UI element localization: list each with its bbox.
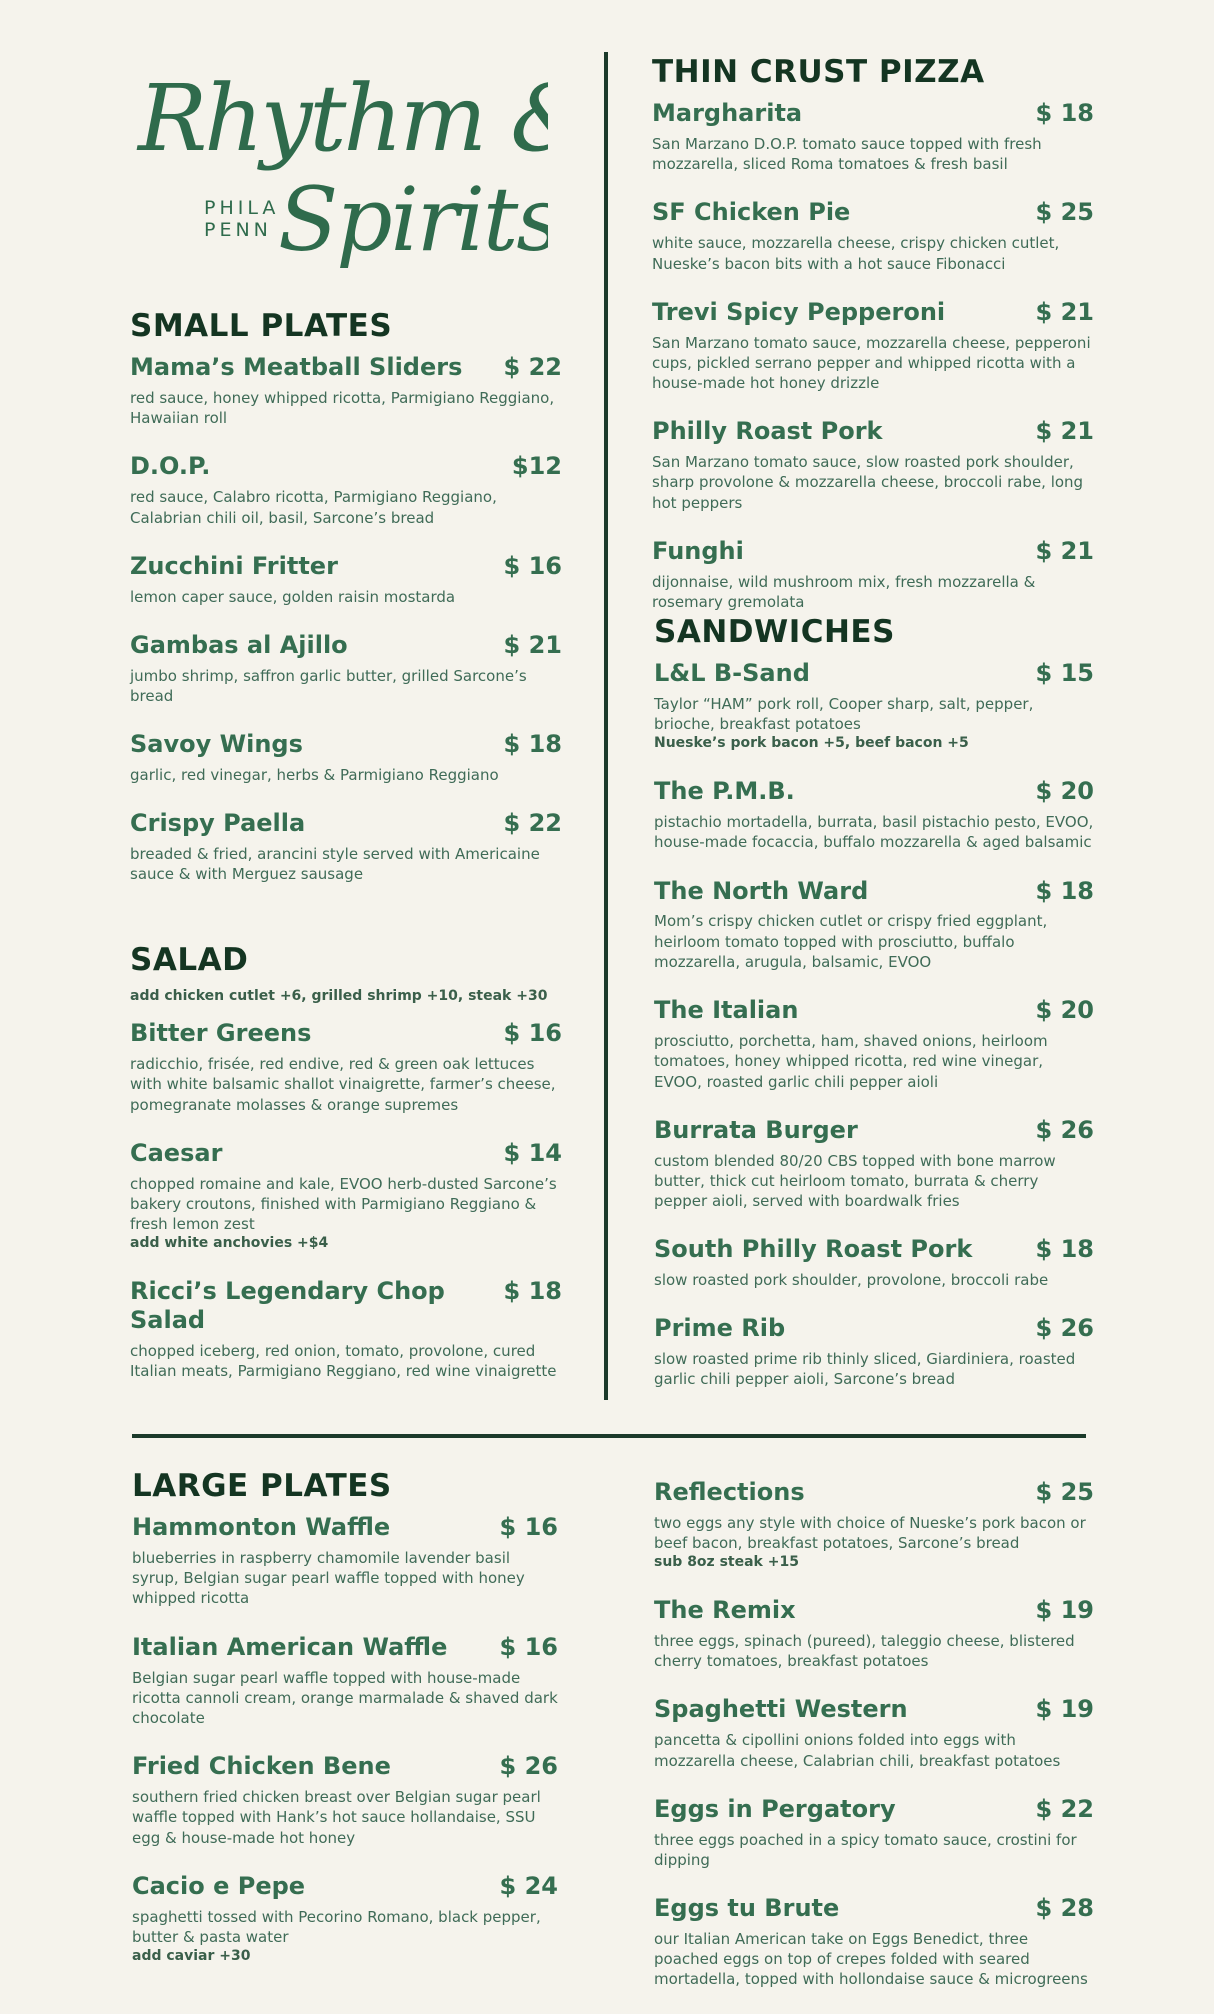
menu-item-price: $ 16 — [499, 1513, 558, 1542]
menu-item-description: red sauce, Calabro ricotta, Parmigiano Reggiano, Calabrian chili oil, basil, Sarcone’s bread — [130, 488, 497, 527]
menu-item-name: Spaghetti Western — [654, 1695, 908, 1724]
menu-item-price: $ 18 — [503, 730, 562, 759]
menu-item-name: Savoy Wings — [130, 730, 303, 759]
menu-item-description: chopped iceberg, red onion, tomato, provolone, cured Italian meats, Parmigiano Reggiano, red wine vinaigrette — [130, 1341, 557, 1381]
restaurant-logo — [128, 62, 548, 287]
menu-item-header — [132, 1872, 558, 1901]
menu-item-name: Hammonton Waffle — [132, 1513, 391, 1542]
menu-item-description: radicchio, frisée, red endive, red & green oak lettuces with white balsamic shallot vinaigrette, farmer’s cheese, pomegranate molasses & orange supremes — [130, 1055, 556, 1114]
menu-item-description: Mom’s crispy chicken cutlet or crispy fried eggplant, heirloom tomato topped with prosciutto, buffalo mozzarella, arugula, balsamic, EVOO — [654, 912, 1048, 971]
menu-item-header — [654, 1695, 1094, 1724]
menu-item-description: chopped romaine and kale, EVOO herb-dusted Sarcone’s bakery croutons, finished with Parmigiano Reggiano & fresh lemon zest — [130, 1174, 557, 1234]
menu-item — [132, 1633, 558, 1729]
menu-item-price: $ 26 — [1035, 1314, 1094, 1343]
menu-item — [132, 1513, 558, 1609]
menu-item-header — [652, 99, 1094, 128]
menu-item-description: garlic, red vinegar, herbs & Parmigiano Reggiano — [130, 765, 499, 784]
menu-item — [654, 1596, 1094, 1671]
menu-item-name: Reflections — [654, 1478, 805, 1506]
menu-item-price: $ 21 — [1035, 417, 1094, 446]
section-title: SMALL PLATES — [130, 308, 393, 344]
menu-item-header — [654, 1478, 1094, 1507]
menu-item-name: The P.M.B. — [654, 777, 795, 806]
menu-item-description: three eggs, spinach (pureed), taleggio cheese, blistered cherry tomatoes, breakfast potatoes — [654, 1631, 1075, 1671]
menu-item-description: slow roasted pork shoulder, provolone, broccoli rabe — [654, 1271, 1049, 1290]
menu-item — [654, 1116, 1094, 1212]
menu-item-header — [132, 1752, 558, 1781]
menu-item-description: two eggs any style with choice of Nueske’s pork bacon or beef bacon, breakfast potatoes, Sarcone’s bread — [654, 1513, 1086, 1553]
menu-item-name: D.O.P. — [130, 452, 211, 481]
menu-item-addon: add white anchovies +$4 — [130, 1235, 329, 1252]
menu-item-price: $ 26 — [499, 1752, 558, 1781]
menu-item-name: Gambas al Ajillo — [130, 630, 348, 659]
menu-item-description: pistachio mortadella, burrata, basil pistachio pesto, EVOO, house-made focaccia, buffalo mozzarella & aged balsamic — [654, 813, 1094, 852]
menu-item — [652, 298, 1094, 394]
section-title: LARGE PLATES — [132, 1468, 392, 1504]
menu-item-price: $ 19 — [1035, 1695, 1094, 1724]
menu-item-name: Funghi — [652, 536, 744, 565]
menu-item-description: San Marzano tomato sauce, slow roasted pork shoulder, sharp provolone & mozzarella cheese, broccoli rabe, long hot peppers — [652, 453, 1084, 512]
menu-item-name: Bitter Greens — [130, 1019, 312, 1048]
menu-item-header — [130, 552, 562, 581]
menu-item-description: slow roasted prime rib thinly sliced, Giardiniera, roasted garlic chili pepper aioli, Sarcone’s bread — [654, 1350, 1076, 1389]
menu-item-price: $ 21 — [1035, 297, 1094, 326]
menu-item — [654, 1235, 1094, 1290]
menu-item-description: jumbo shrimp, saffron garlic butter, grilled Sarcone’s bread — [130, 666, 527, 705]
menu-item-name: Prime Rib — [654, 1314, 786, 1343]
menu-item-description: Taylor “HAM” pork roll, Cooper sharp, salt, pepper, brioche, breakfast potatoes — [654, 694, 1034, 734]
menu-item-price: $ 18 — [1035, 876, 1094, 905]
menu-item-price: $ 15 — [1035, 659, 1094, 688]
section-large-plates — [132, 1468, 558, 1990]
menu-item — [654, 1894, 1094, 1990]
menu-item-name: The Remix — [654, 1596, 796, 1625]
menu-item-name: The Italian — [654, 996, 799, 1025]
menu-item-price: $12 — [511, 452, 562, 481]
menu-item-header — [130, 452, 562, 481]
menu-item-addon: Nueske’s pork bacon +5, beef bacon +5 — [654, 735, 969, 752]
section-title: SANDWICHES — [654, 614, 895, 650]
menu-item — [130, 1019, 562, 1115]
menu-item-name: Fried Chicken Bene — [132, 1752, 391, 1781]
menu-item-header — [652, 537, 1094, 566]
menu-item-price: $ 26 — [1035, 1115, 1094, 1144]
menu-item — [130, 353, 562, 428]
menu-item-header — [132, 1633, 558, 1662]
section-note: add chicken cutlet +6, grilled shrimp +10, steak +30 — [130, 988, 548, 1005]
menu-item-description: blueberries in raspberry chamomile lavender basil syrup, Belgian sugar pearl waffle topped with honey whipped ricotta — [132, 1548, 525, 1608]
menu-item-description: dijonnaise, wild mushroom mix, fresh mozzarella & rosemary gremolata — [652, 572, 1036, 611]
menu-item-price: $ 16 — [503, 551, 562, 580]
menu-item-description: red sauce, honey whipped ricotta, Parmigiano Reggiano, Hawaiian roll — [130, 388, 555, 428]
menu-item-price: $ 24 — [499, 1871, 558, 1900]
menu-item-price: $ 20 — [1035, 777, 1094, 806]
menu-item-name: Ricci’s Legendary Chop Salad — [130, 1277, 445, 1335]
menu-item-description: our Italian American take on Eggs Benedict, three poached eggs on top of crepes folded with seared mortadella, topped with hollondaise sauce & microgreens — [654, 1929, 1088, 1989]
menu-item-name: Philly Roast Pork — [652, 417, 883, 446]
section-title: THIN CRUST PIZZA — [652, 54, 985, 90]
menu-item-header — [654, 1795, 1094, 1824]
menu-item-addon: sub 8oz steak +15 — [654, 1554, 799, 1571]
menu-item — [654, 877, 1094, 973]
menu-item-header — [654, 777, 1094, 806]
section-title: SALAD — [130, 942, 249, 978]
menu-item — [654, 1478, 1094, 1572]
menu-item-header — [654, 1894, 1094, 1923]
menu-item — [654, 996, 1094, 1092]
menu-item — [130, 631, 562, 706]
menu-item-header — [654, 659, 1094, 688]
menu-item-name: Burrata Burger — [654, 1115, 858, 1144]
menu-item-price: $ 22 — [503, 353, 562, 382]
menu-item-price: $ 22 — [1035, 1794, 1094, 1823]
menu-item-name: Mama’s Meatball Sliders — [130, 353, 463, 382]
menu-item-name: South Philly Roast Pork — [654, 1235, 973, 1264]
menu-item — [652, 537, 1094, 612]
menu-item-description: Belgian sugar pearl waffle topped with house-made ricotta cannoli cream, orange marmalade & shaved dark chocolate — [132, 1668, 558, 1728]
menu-item-description: breaded & fried, arancini style served with Americaine sauce & with Merguez sausage — [130, 844, 540, 884]
menu-item-price: $ 22 — [503, 809, 562, 838]
menu-item-addon: add caviar +30 — [132, 1948, 251, 1965]
section-sandwiches — [654, 614, 1094, 1414]
menu-item — [654, 1314, 1094, 1389]
section-thin-crust-pizza — [652, 54, 1094, 636]
menu-item-header — [130, 353, 562, 382]
menu-item-header — [130, 730, 562, 759]
menu-item-name: Eggs in Pergatory — [654, 1794, 896, 1823]
menu-item-description: pancetta & cipollini onions folded into eggs with mozzarella cheese, Calabrian chili, breakfast potatoes — [654, 1731, 1061, 1770]
menu-item — [652, 99, 1094, 174]
menu-item-description: San Marzano tomato sauce, mozzarella cheese, pepperoni cups, pickled serrano pepper and whipped ricotta with a house-made hot honey drizzle — [652, 333, 1091, 393]
menu-item-price: $ 18 — [1035, 1235, 1094, 1264]
menu-item-name: Caesar — [130, 1138, 223, 1167]
menu-item — [130, 1277, 562, 1381]
logo-script-line2: Spirits — [278, 168, 548, 271]
menu-item-name: The North Ward — [654, 876, 869, 905]
menu-item-header — [130, 1019, 562, 1048]
menu-item-price: $ 18 — [1035, 99, 1094, 128]
section-large-plates-right — [654, 1478, 1094, 2014]
menu-item-header — [654, 1596, 1094, 1625]
menu-item-name: Cacio e Pepe — [132, 1871, 306, 1900]
menu-item — [130, 552, 562, 607]
menu-item-header — [654, 877, 1094, 906]
menu-item-price: $ 16 — [503, 1019, 562, 1048]
menu-item-header — [654, 1116, 1094, 1145]
menu-item — [652, 417, 1094, 513]
menu-item-description: white sauce, mozzarella cheese, crispy chicken cutlet, Nueske’s bacon bits with a hot sauce Fibonacci — [652, 234, 1060, 273]
menu-item — [652, 198, 1094, 273]
menu-item — [654, 1795, 1094, 1870]
menu-item-description: San Marzano D.O.P. tomato sauce topped with fresh mozzarella, sliced Roma tomatoes & fresh basil — [652, 134, 1042, 174]
menu-item — [132, 1752, 558, 1848]
menu-item — [654, 1695, 1094, 1770]
menu-item-price: $ 19 — [1035, 1596, 1094, 1625]
menu-item-header — [654, 1314, 1094, 1343]
menu-item-name: L&L B-Sand — [654, 659, 810, 688]
menu-item-header — [130, 1277, 562, 1335]
menu-item — [130, 1139, 562, 1253]
menu-item-price: $ 25 — [1035, 198, 1094, 227]
menu-item-price: $ 25 — [1035, 1478, 1094, 1506]
menu-item — [132, 1872, 558, 1966]
menu-item-header — [130, 1139, 562, 1168]
menu-item-name: Trevi Spicy Pepperoni — [652, 297, 946, 326]
menu-item-name: Eggs tu Brute — [654, 1894, 840, 1923]
section-salad — [130, 942, 562, 1405]
menu-item — [654, 659, 1094, 753]
menu-item-price: $ 28 — [1035, 1894, 1094, 1923]
menu-item-price: $ 16 — [499, 1632, 558, 1661]
menu-item-description: custom blended 80/20 CBS topped with bone marrow butter, thick cut heirloom tomato, burrata & cherry pepper aioli, served with boardwalk fries — [654, 1151, 1056, 1211]
menu-item-header — [130, 631, 562, 660]
menu-item-header — [652, 198, 1094, 227]
menu-item-price: $ 21 — [503, 630, 562, 659]
menu-item-description: spaghetti tossed with Pecorino Romano, black pepper, butter & pasta water — [132, 1907, 541, 1946]
menu-item — [654, 777, 1094, 852]
section-small-plates — [130, 308, 562, 908]
menu-item — [130, 730, 562, 785]
menu-item-description: lemon caper sauce, golden raisin mostarda — [130, 587, 456, 606]
menu-item-price: $ 18 — [503, 1277, 562, 1306]
menu-item-header — [130, 809, 562, 838]
menu-item-name: Zucchini Fritter — [130, 551, 338, 580]
logo-script-line1: Rhythm & — [138, 65, 548, 172]
section-divider — [132, 1434, 1086, 1438]
menu-item-name: SF Chicken Pie — [652, 198, 851, 227]
menu-item-header — [132, 1513, 558, 1542]
logo-location-line2: PENN — [204, 219, 272, 241]
menu-item-name: Crispy Paella — [130, 809, 306, 838]
menu-item-description: southern fried chicken breast over Belgian sugar pearl waffle topped with Hank’s hot sauce hollandaise, SSU egg & house-made hot honey — [132, 1788, 541, 1847]
menu-item-price: $ 20 — [1035, 996, 1094, 1025]
menu-item-description: prosciutto, porchetta, ham, shaved onions, heirloom tomatoes, honey whipped ricotta, red wine vinegar, EVOO, roasted garlic chili pepper aioli — [654, 1032, 1048, 1091]
menu-item-description: three eggs poached in a spicy tomato sauce, crostini for dipping — [654, 1830, 1077, 1869]
menu-item-header — [654, 996, 1094, 1025]
menu-item-header — [652, 417, 1094, 446]
menu-item-header — [654, 1235, 1094, 1264]
menu-item — [130, 452, 562, 527]
menu-item-price: $ 21 — [1035, 536, 1094, 565]
menu-item-header — [652, 298, 1094, 327]
menu-item-price: $ 14 — [503, 1138, 562, 1167]
menu-item — [130, 809, 562, 884]
menu-item-name: Italian American Waffle — [132, 1632, 448, 1661]
menu-item-name: Margharita — [652, 99, 803, 128]
column-divider — [604, 52, 608, 1400]
logo-location-line1: PHILA — [204, 197, 280, 219]
